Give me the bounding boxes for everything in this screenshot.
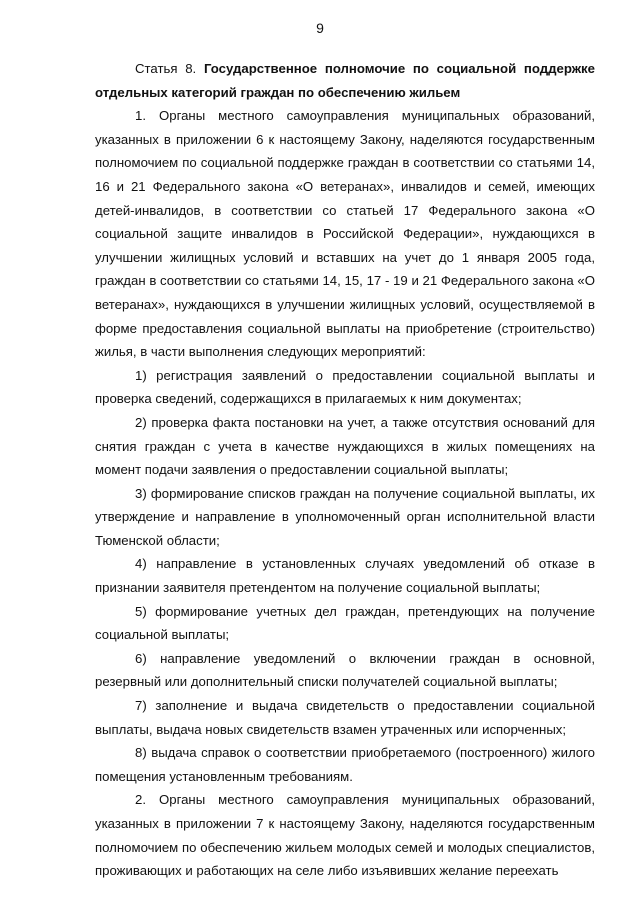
document-body xyxy=(95,57,595,883)
list-item-8: 8) выдача справок о соответствии приобретаемого (построенного) жилого помещения установленным требованиям. xyxy=(95,745,595,784)
paragraph-1: 1. Органы местного самоуправления муниципальных образований, указанных в приложении 6 к настоящему Закону, наделяются государственным полномочием по социальной поддержке граждан в соответствии со статьями 14, 16 и 21 Федерального закона «О ветеранах», инвалидов и семей, имеющих детей-инвалидов, в соответствии со статьей 17 Федерального закона «О социальной защите инвалидов в Российской Федерации», нуждающихся в улучшении жилищных условий и вставших на учет до 1 января 2005 года, граждан в соответствии со статьями 14, 15, 17 - 19 и 21 Федерального закона «О ветеранах», нуждающихся в улучшении жилищных условий, осуществляемой в форме предоставления социальной выплаты на приобретение (строительство) жилья, в части выполнения следующих мероприятий: xyxy=(95,108,595,360)
list-item-3: 3) формирование списков граждан на получение социальной выплаты, их утверждение и направление в уполномоченный орган исполнительной власти Тюменской области; xyxy=(95,485,595,548)
article-heading xyxy=(95,57,595,104)
list-item-6: 6) направление уведомлений о включении граждан в основной, резервный или дополнительный списки получателей социальной выплаты; xyxy=(95,650,595,690)
list-item-2: 2) проверка факта постановки на учет, а также отсутствия оснований для снятия граждан с учета в качестве нуждающихся в жилых помещениях на момент подачи заявления о предоставлении социальной выплаты; xyxy=(95,414,595,478)
article-title: Государственное полномочие по социальной поддержке отдельных категорий граждан по обеспечению жильем xyxy=(95,61,595,100)
page-number: 9 xyxy=(316,20,324,36)
article-label: Статья 8. xyxy=(135,61,197,76)
list-item-4: 4) направление в установленных случаях уведомлений об отказе в признании заявителя претендентом на получение социальной выплаты; xyxy=(95,556,595,596)
list-item-5: 5) формирование учетных дел граждан, претендующих на получение социальной выплаты; xyxy=(95,603,595,643)
list-item-7: 7) заполнение и выдача свидетельств о предоставлении социальной выплаты, выдача новых свидетельств взамен утраченных или испорченных; xyxy=(95,698,595,737)
paragraph-2: 2. Органы местного самоуправления муниципальных образований, указанных в приложении 7 к настоящему Закону, наделяются государственным полномочием по обеспечению жильем молодых семей и молодых специалистов, проживающих и работающих на селе либо изъявивших желание переехать xyxy=(95,792,595,879)
list-item-1: 1) регистрация заявлений о предоставлении социальной выплаты и проверка сведений, содержащихся в прилагаемых к ним документах; xyxy=(95,367,595,407)
